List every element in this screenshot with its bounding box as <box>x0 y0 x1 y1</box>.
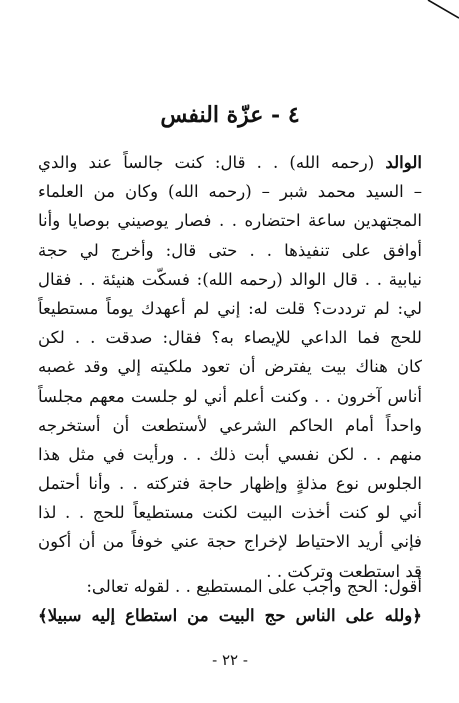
quran-verse: ﴿ولله على الناس حج البيت من استطاع إليه سبيلا﴾ <box>38 605 422 626</box>
paragraph-line: منهم . . لكن نفسي أبت ذلك . . ورأيت في مثل هذا <box>38 444 422 464</box>
paragraph-line: كان هناك بيت يفترض أن تعود ملكيته إلي وقد غصبه <box>38 357 422 377</box>
main-paragraph <box>38 148 422 586</box>
corner-scan-line <box>0 0 459 60</box>
paragraph-last-line: قد استطعت وتركت . . <box>266 561 422 581</box>
paragraph-line: لي: لم ترددت؟ قلت له: إني لم أعهدك يوماً مستطيعاً <box>38 298 422 318</box>
paragraph-lead-word: الوالد <box>385 152 422 172</box>
paragraph-line-text: (رحمه الله) . . قال: كنت جالساً عند والدي <box>38 153 375 172</box>
paragraph-line: الجلوس نوع مذلةٍ وإظهار حاجة فتركته . . وأنا أحتمل <box>38 474 422 494</box>
paragraph-line: – السيد محمد شبر – (رحمه الله) وكان من العلماء <box>38 182 422 202</box>
paragraph-line: المجتهدين ساعة احتضاره . . فصار يوصيني بوصايا وأنا <box>38 211 422 231</box>
paragraph-line <box>38 148 422 177</box>
page-number: - ٢٢ - <box>212 651 248 669</box>
paragraph-line: نيابية . . قال الوالد (رحمه الله): فسكّت هنيئة . . فقال <box>38 269 422 289</box>
section-heading: ٤ - عزّة النفس <box>160 102 300 128</box>
paragraph-line: واحداً أمام الحاكم الشرعي لأستطعت أن أستخرجه <box>38 415 422 435</box>
paragraph-line: أناس آخرون . . وكنت أعلم أني لو جلست معهم مجلساً <box>38 386 422 406</box>
closing-line: أقول: الحج واجب على المستطيع . . لقوله تعالى: <box>86 577 422 596</box>
paragraph-line: للحج فما الداعي للإيصاء به؟ فقال: صدقت . . لكن <box>38 328 422 348</box>
paragraph-line: أني لو كنت أخذت البيت لكنت مستطيعاً للحج . . لذا <box>38 503 422 523</box>
paragraph-line: أوافق على تنفيذها . . حتى قال: وأخرج لي حجة <box>38 240 422 260</box>
closing-paragraph <box>38 572 422 630</box>
paragraph-line: فإني أريد الاحتياط لإخراج حجة عني خوفاً من أن أكون <box>38 532 422 552</box>
